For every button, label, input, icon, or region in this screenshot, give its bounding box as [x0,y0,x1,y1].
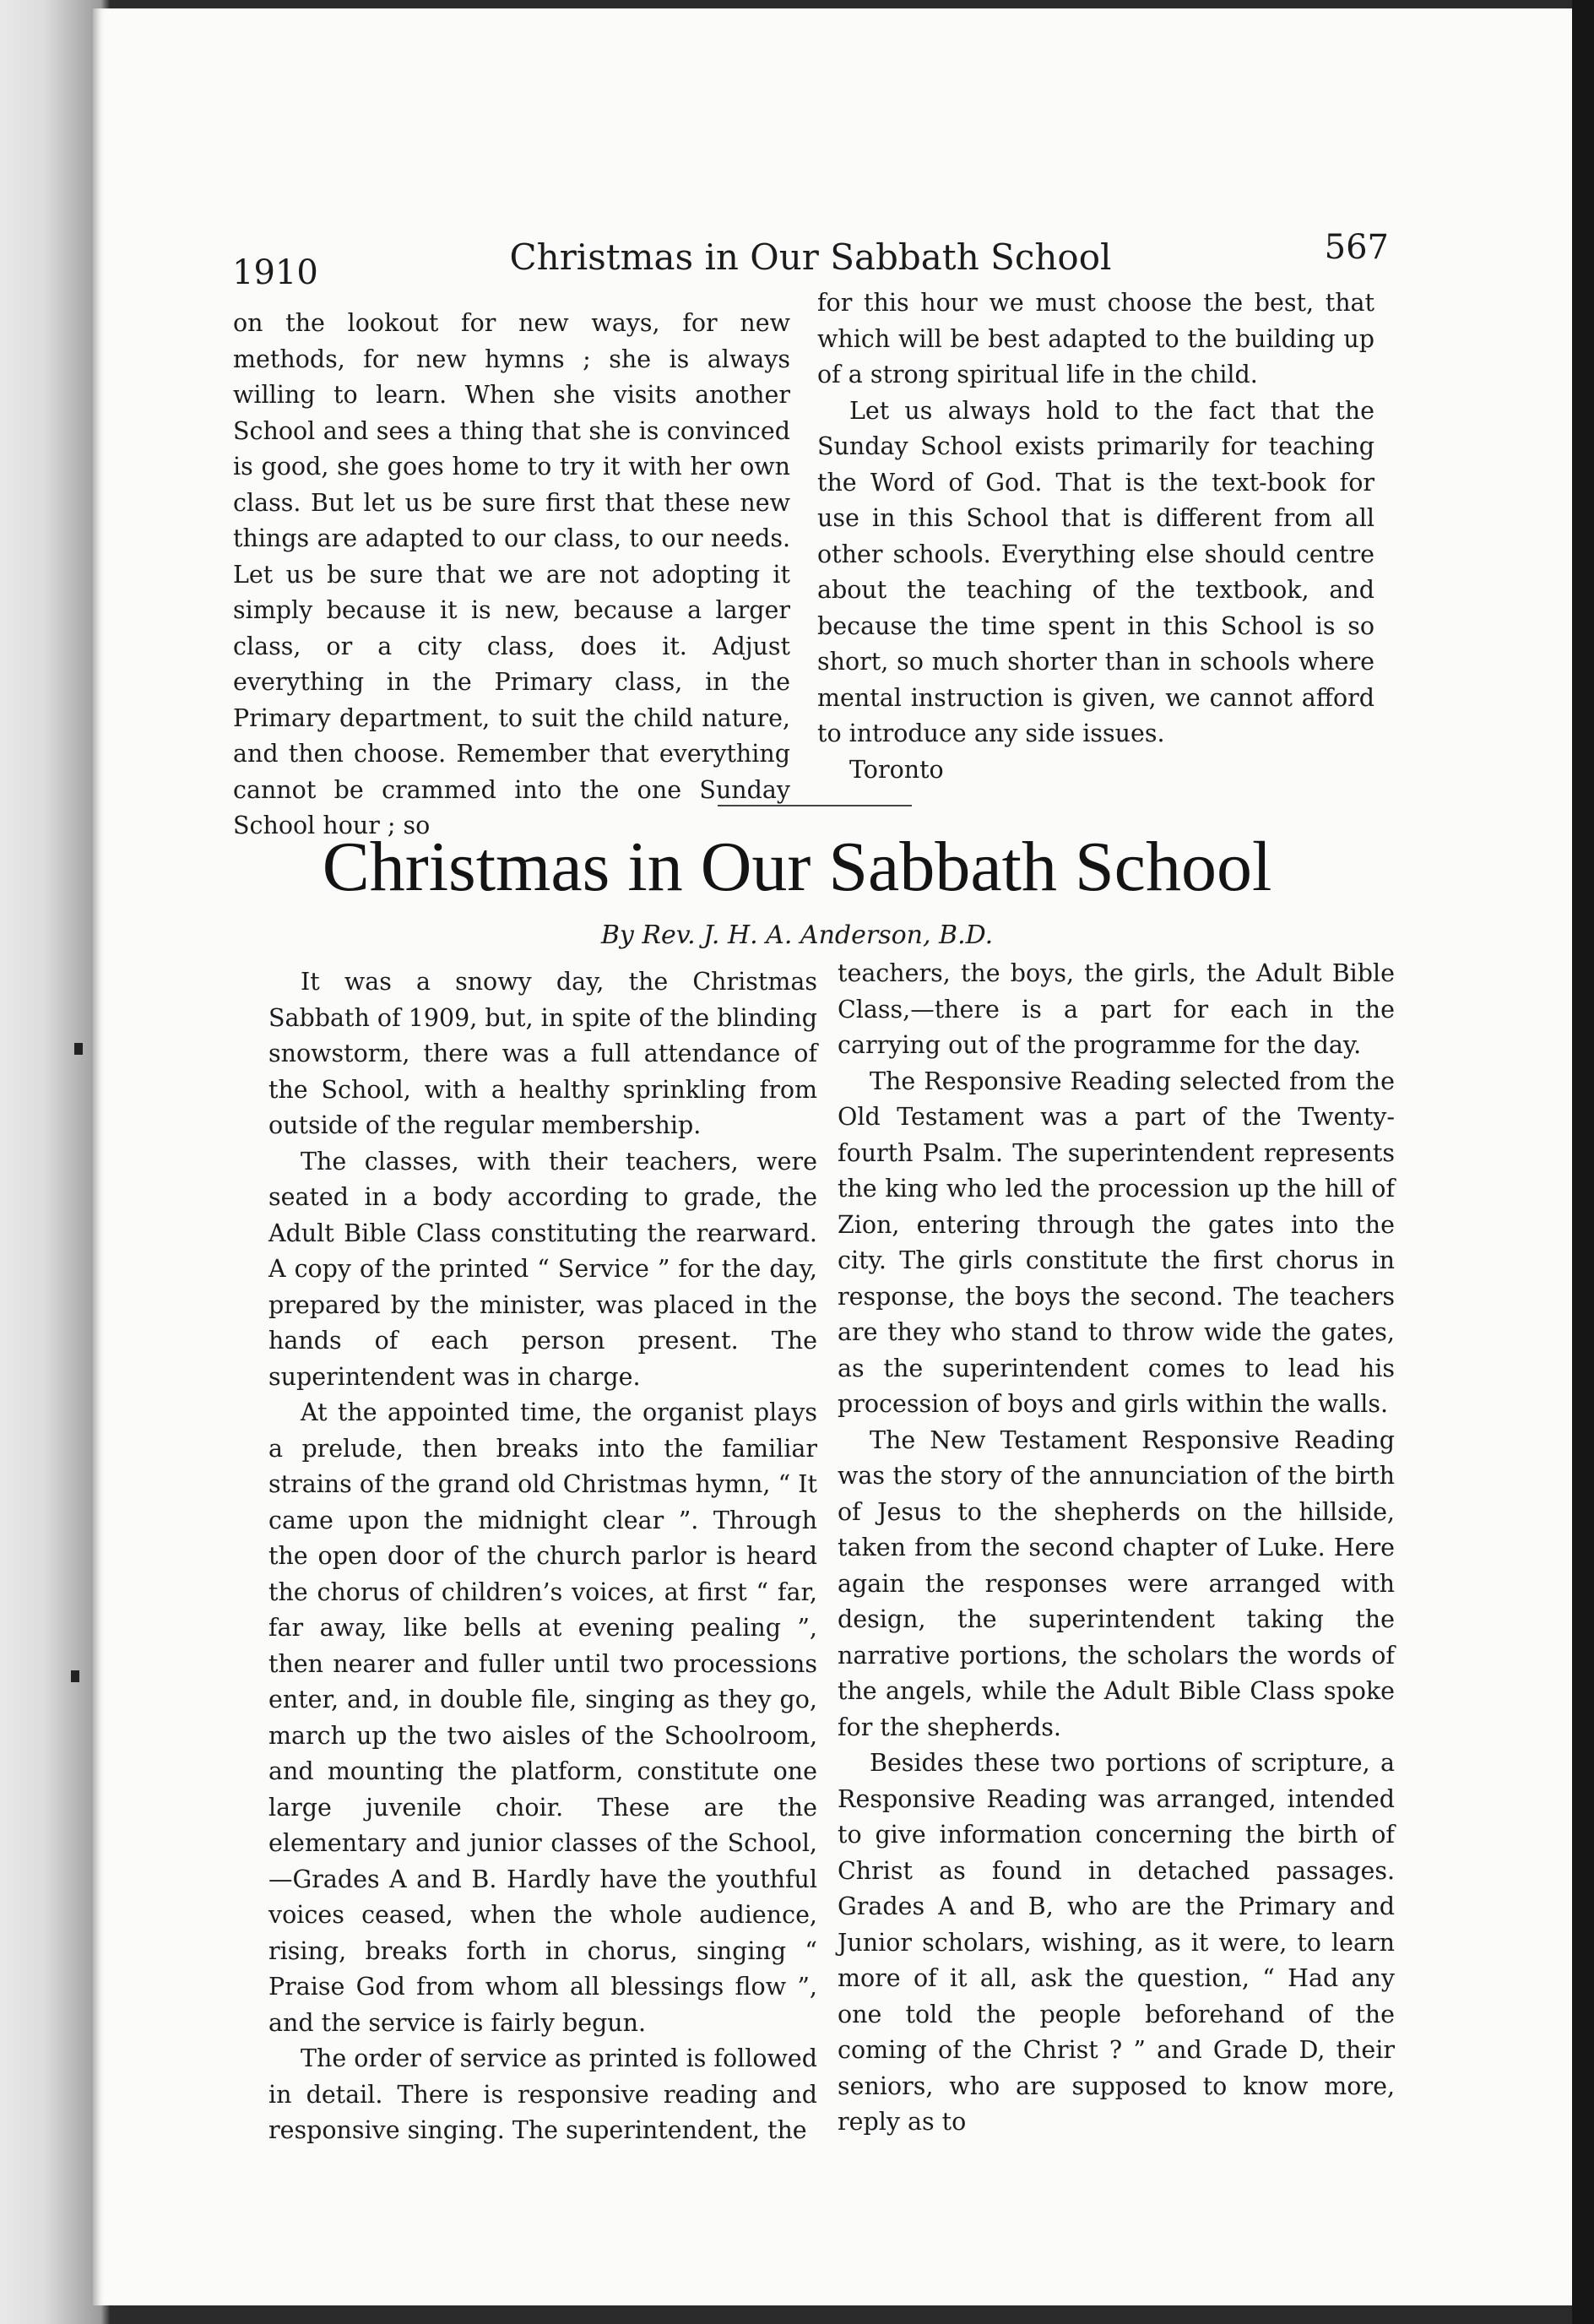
paragraph: The New Testament Responsive Reading was the story of the annunciation of the birth of Jesus to the shepherds on the hillside, taken from the second chapter of Luke. Here again the responses were arranged with design, the superintendent taking the narrative portions, the scholars the words of the angels, while the Adult Bible Class spoke for the shepherds. [838,1425,1395,1741]
paragraph: teachers, the boys, the girls, the Adult Bible Class,—there is a part for each in the carrying out of the programme for the day. [838,959,1395,1059]
paragraph: Let us always hold to the fact that the Sunday School exists primarily for teaching the Word of God. That is the text-book for use in this School that is different from all other schools. Everything else should centre about the teaching of the textbook, and because the time spent in this School is so short, so much shorter than in schools where mental instruction is given, we cannot afford to introduce any side issues. [817,396,1374,747]
paragraph: At the appointed time, the organist plays a prelude, then breaks into the familiar strains of the grand old Christmas hymn, “ It came upon the midnight clear ”. Through the open door of the church parlor is heard the chorus of children’s voices, at first “ far, far away, like bells at evening pealing ”, then nearer and fuller until two processions enter, and, in double file, singing as they go, march up the two aisles of the Schoolroom, and mounting the platform, constitute one large juvenile choir. These are the elementary and junior classes of the School,—Grades A and B. Hardly have the youthful voices ceased, when the whole audience, rising, breaks forth in chorus, singing “ Praise God from whom all blessings flow ”, and the service is fairly begun. [268,1398,817,2037]
article-left-column [268,964,817,2149]
scan-border [1572,0,1594,2324]
article-title: Christmas in Our Sabbath School [322,828,1272,906]
article-right-column [838,956,1395,2141]
margin-mark [71,1670,79,1682]
top-right-column [817,285,1374,788]
paragraph: It was a snowy day, the Christmas Sabbath of 1909, but, in spite of the blinding snowstorm, there was a full attendance of the School, with a healthy sprinkling from outside of the regular membership. [268,968,817,1139]
page-number: 567 [1324,228,1389,267]
header-year: 1910 [232,253,318,292]
paragraph: on the lookout for new ways, for new methods, for new hymns ; she is always willing to learn. When she visits another School and sees a thing that she is convinced is good, she goes home to try it with her own class. But let us be sure first that these new things are adapted to our class, to our needs. Let us be sure that we are not adopting it simply because it is new, because a larger class, or a city class, does it. Adjust everything in the Primary class, in the Primary department, to suit the child nature, and then choose. Remember that everything cannot be crammed into the one Sunday School hour ; so [233,309,790,839]
paragraph: Besides these two portions of scripture, a Responsive Reading was arranged, intended to give information concerning the birth of Christ as found in detached passages. Grades A and B, who are the Primary and Junior scholars, wishing, as it were, to learn more of it all, ask the question, “ Had any one told the people beforehand of the coming of the Christ ? ” and Grade D, their seniors, who are supposed to know more, reply as to [838,1749,1395,2136]
top-left-column [233,306,790,844]
place-signature: Toronto [849,755,944,784]
paragraph: The classes, with their teachers, were seated in a body according to grade, the Adult Bible Class constituting the rearward. A copy of the printed “ Service ” for the day, prepared by the minister, was placed in the hands of each person present. The superintendent was in charge. [268,1147,817,1391]
margin-mark [74,1043,83,1055]
article-byline: By Rev. J. H. A. Anderson, B.D. [600,920,994,950]
paragraph: for this hour we must choose the best, that which will be best adapted to the building up of a strong spiritual life in the child. [817,289,1374,388]
paragraph: The order of service as printed is followed in detail. There is responsive reading and responsive singing. The superintendent, the [268,2044,817,2144]
running-title: Christmas in Our Sabbath School [509,236,1112,278]
paragraph: The Responsive Reading selected from the Old Testament was a part of the Twenty-fourth Psalm. The superintendent represents the king who led the procession up the hill of Zion, entering through the gates into the city. The girls constitute the first chorus in response, the boys the second. The teachers are they who stand to throw wide the gates, as the superintendent comes to lead his procession of boys and girls within the walls. [838,1067,1395,1418]
section-divider [718,805,912,806]
